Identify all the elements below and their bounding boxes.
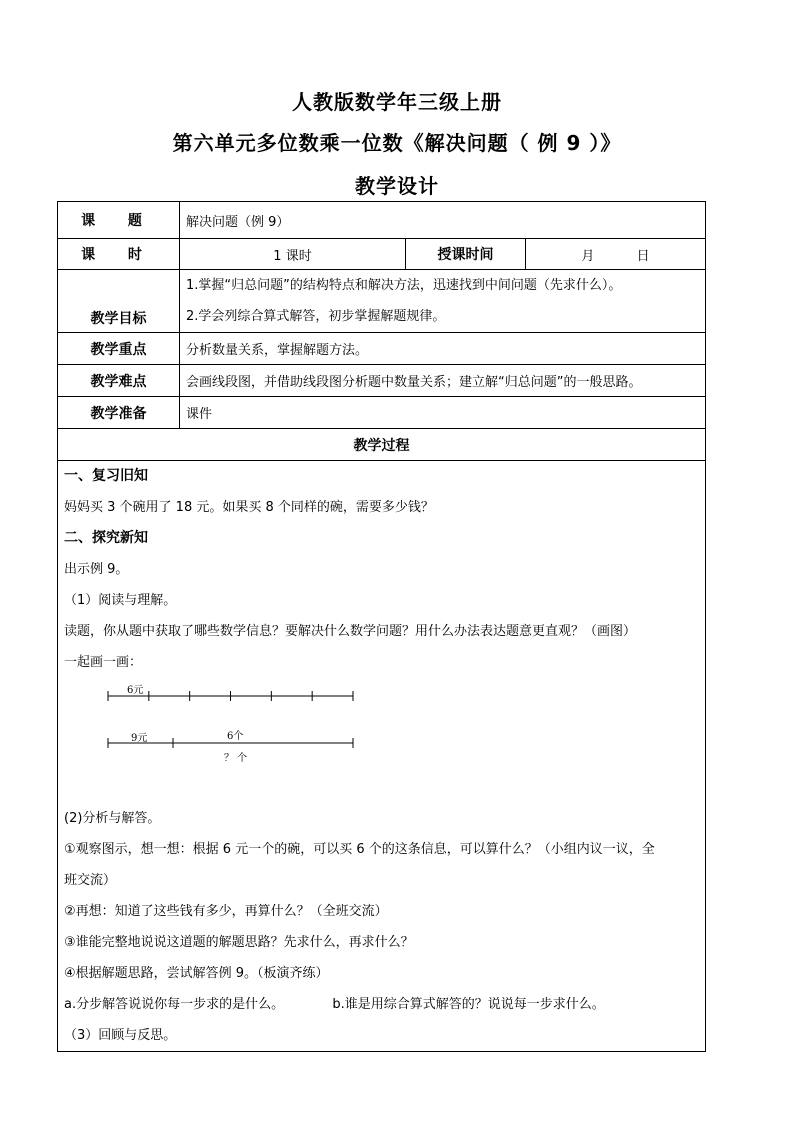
draw-together: 一起画一画： [64,655,143,670]
process-row [58,461,706,1052]
bottom-price-label: 9元 [131,733,148,744]
document-heading: 教学设计 [355,174,439,198]
top-price-label: 6元 [127,685,144,696]
goal-cell [180,270,706,333]
document-subtitle: 第六单元多位数乘一位数《解决问题（ 例 9 ）》 [172,131,622,155]
day-label: 日 [636,248,650,264]
lesson-plan-table [57,201,706,1052]
question-4: ④根据解题思路，尝试解答例 9。（板演齐练） [64,966,329,981]
review-text: 妈妈买 3 个碗用了 18 元。如果买 8 个同样的碗，需要多少钱？ [64,500,434,515]
step-2: (2)分析与解答。 [64,811,161,826]
key-row [58,333,706,365]
question-3: ③谁能完整地说说这道题的解题思路？先求什么，再求什么？ [64,935,414,950]
question-4a: a.分步解答说说你每一步求的是什么。 [64,997,285,1012]
period-row [58,239,706,270]
step-1-text: 读题，你从题中获取了哪些数学信息？要解决什么数学问题？用什么办法表达题意更直观？（画图） [64,624,637,639]
key-label: 教学重点 [58,333,180,365]
question-2: ②再想：知道了这些钱有多少，再算什么？（全班交流） [64,904,388,919]
top-count-label: 6个 [227,731,244,742]
document-title: 人教版数学年三级上册 [292,90,502,114]
review-heading: 一、复习旧知 [64,468,148,484]
date-value [526,239,706,270]
question-1-line-1: ①观察图示，想一想：根据 6 元一个的碗，可以买 6 个的这条信息，可以算什么？（小组内议一议，全 [64,842,655,857]
prep-label: 教学准备 [58,397,180,429]
topic-row [58,202,706,239]
top-segment-line [108,691,353,701]
step-1: （1）阅读与理解。 [64,593,177,608]
goal-label: 教学目标 [58,270,180,333]
prep-value: 课件 [180,397,706,429]
process-content [58,461,706,1052]
process-label: 教学过程 [58,429,706,461]
goal-row [58,270,706,333]
step-3: （3）回顾与反思。 [64,1028,177,1043]
difficulty-row [58,365,706,397]
prep-row [58,397,706,429]
question-1-line-2: 班交流） [64,873,117,888]
bottom-count-label: ？ 个 [224,753,248,764]
show-example: 出示例 9。 [64,562,129,577]
topic-label: 课 题 [58,202,180,239]
goal-item-2: 2.学会列综合算式解答，初步掌握解题规律。 [186,309,446,324]
difficulty-label: 教学难点 [58,365,180,397]
key-value: 分析数量关系，掌握解题方法。 [180,333,706,365]
difficulty-value: 会画线段图，并借助线段图分析题中数量关系；建立解“归总问题”的一般思路。 [180,365,706,397]
question-4b: b.谁是用综合算式解答的？说说每一步求什么。 [332,997,605,1012]
period-value: 1 课时 [180,239,406,270]
question-4-parts [58,989,705,1020]
segment-diagram [58,678,705,803]
month-label: 月 [581,248,595,264]
explore-heading: 二、探究新知 [64,530,148,546]
process-header-row [58,429,706,461]
date-label: 授课时间 [406,239,526,270]
period-label: 课 时 [58,239,180,270]
segment-diagram-svg [58,678,698,803]
topic-value: 解决问题（例 9） [180,202,706,239]
goal-item-1: 1.掌握“归总问题”的结构特点和解决方法，迅速找到中间问题（先求什么）。 [186,278,622,293]
